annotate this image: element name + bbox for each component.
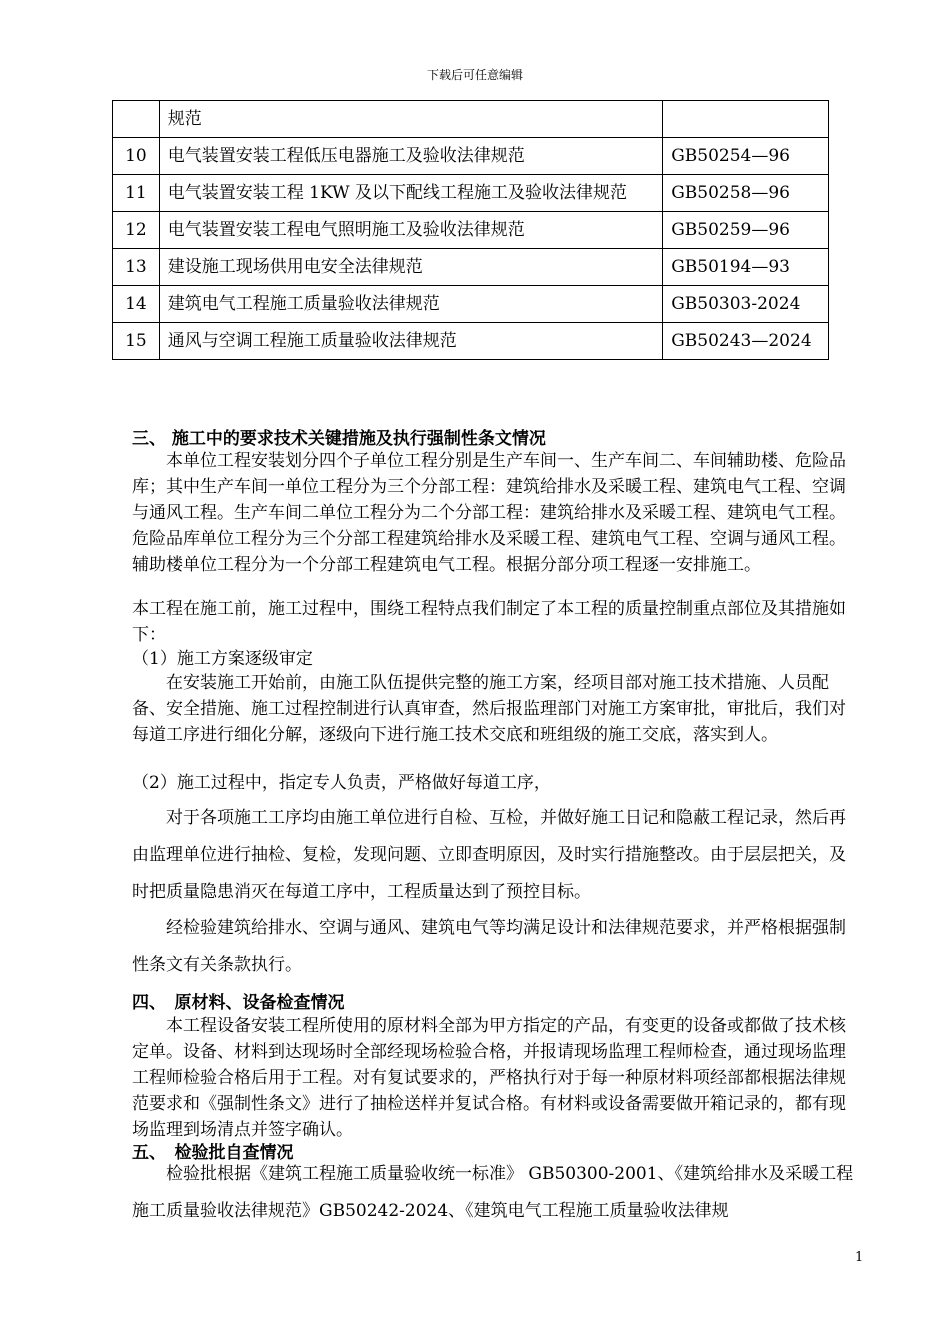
standard-name: 通风与空调工程施工质量验收法律规范 [159,323,662,360]
row-number: 14 [113,286,160,323]
section-4-paragraph-1: 本工程设备安装工程所使用的原材料全部为甲方指定的产品，有变更的设备或都做了技术核定单。设备、材料到达现场时全部经现场检验合格，并报请现场监理工程师检查，通过现场监理工程师检验合格后用于工程。对有复试要求的，严格执行对于每一种原材料项经部都根据法律规范要求和《强制性条文》进行了抽检送样并复试合格。有材料或设备需要做开箱记录的，都有现场监理到场清点并签字确认。 [132,1016,846,1140]
row-number: 11 [113,175,160,212]
section-4-heading: 四、 原材料、设备检查情况 [132,993,345,1013]
row-number: 12 [113,212,160,249]
standard-code [663,101,829,138]
standard-name: 电气装置安装工程低压电器施工及验收法律规范 [159,138,662,175]
table-row [113,249,829,286]
table-row [113,212,829,249]
standard-code: GB50259—96 [663,212,829,249]
standard-code: GB50194—93 [663,249,829,286]
section-3-paragraph-1: 本单位工程安装划分四个子单位工程分别是生产车间一、生产车间二、车间辅助楼、危险品库；其中生产车间一单位工程分为三个分部工程：建筑给排水及采暖工程、建筑电气工程、空调与通风工程。生产车间二单位工程分为二个分部工程：建筑给排水及采暖工程、建筑电气工程。危险品库单位工程分为三个分部工程建筑给排水及采暖工程、建筑电气工程、空调与通风工程。辅助楼单位工程分为一个分部工程建筑电气工程。根据分部分项工程逐一安排施工。 [132,451,846,575]
row-number: 10 [113,138,160,175]
section-5-heading: 五、 检验批自查情况 [132,1143,294,1163]
standard-name: 规范 [159,101,662,138]
standard-name: 电气装置安装工程电气照明施工及验收法律规范 [159,212,662,249]
section-3-paragraph-4: 在安装施工开始前，由施工队伍提供完整的施工方案，经项目部对施工技术措施、人员配备、安全措施、施工过程控制进行认真审查，然后报监理部门对施工方案审批，审批后，我们对每道工序进行细化分解，逐级向下进行施工技术交底和班组级的施工交底，落实到人。 [132,673,846,745]
section-3-paragraph-6: 对于各项施工工序均由施工单位进行自检、互检，并做好施工日记和隐蔽工程记录，然后再由监理单位进行抽检、复检，发现问题、立即查明原因，及时实行措施整改。由于层层把关，及时把质量隐患消灭在每道工序中，工程质量达到了预控目标。 [132,808,846,902]
standard-code: GB50254—96 [663,138,829,175]
table-row [113,286,829,323]
page-number: 1 [855,1250,864,1265]
standard-name: 建设施工现场供用电安全法律规范 [159,249,662,286]
section-3-heading: 三、 施工中的要求技术关键措施及执行强制性条文情况 [132,429,546,449]
table-row [113,101,829,138]
standard-name: 建筑电气工程施工质量验收法律规范 [159,286,662,323]
section-5-paragraph-1: 检验批根据《建筑工程施工质量验收统一标准》 GB50300-2001、《建筑给排水及采暖工程施工质量验收法律规范》GB50242-2024、《建筑电气工程施工质量验收法律规 [132,1164,854,1221]
row-number: 15 [113,323,160,360]
standard-code: GB50303-2024 [663,286,829,323]
row-number [113,101,160,138]
header-note: 下载后可任意编辑 [426,68,523,82]
table-row [113,323,829,360]
section-3-paragraph-2: 本工程在施工前，施工过程中，围绕工程特点我们制定了本工程的质量控制重点部位及其措施如下： [132,599,846,645]
section-3-paragraph-7: 经检验建筑给排水、空调与通风、建筑电气等均满足设计和法律规范要求，并严格根据强制性条文有关条款执行。 [132,918,846,975]
row-number: 13 [113,249,160,286]
table-row [113,175,829,212]
section-3-paragraph-3: （1）施工方案逐级审定 [132,649,313,669]
standards-table [112,100,829,360]
standard-name: 电气装置安装工程 1KW 及以下配线工程施工及验收法律规范 [159,175,662,212]
table-row [113,138,829,175]
section-3-paragraph-5: （2）施工过程中，指定专人负责，严格做好每道工序， [132,773,551,793]
standard-code: GB50258—96 [663,175,829,212]
standard-code: GB50243—2024 [663,323,829,360]
